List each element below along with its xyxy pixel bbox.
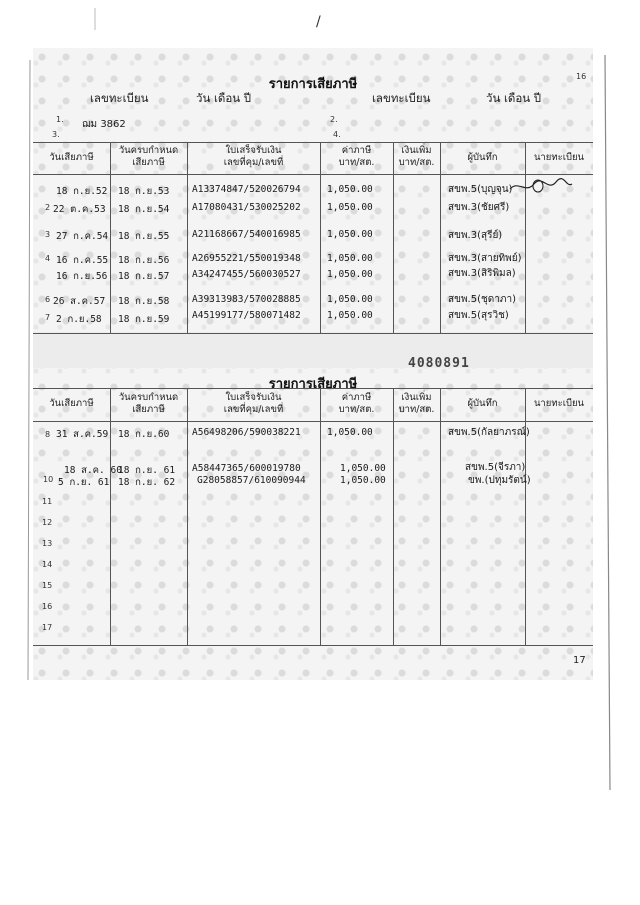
due-date: 18 ก.ย.58 [118,296,170,307]
reg-row-4: 4. [333,130,341,139]
table2-bottom-line [33,645,593,646]
table2-col-divider [440,388,441,645]
paid-date: 26 ส.ค.57 [53,296,106,307]
header-tax: ค่าภาษี บาท/สต. [338,145,375,168]
tax-amount: 1,050.00 [340,475,386,486]
reg-row-3: 3. [52,130,60,139]
header-paid-date: วันเสียภาษี [49,398,94,409]
reg-row-1: 1. [56,115,64,124]
recorder-name: สขพ.3(สายทิพย์) [448,253,522,264]
top-tick-mark: / [316,14,321,30]
recorder-name: สขพ.3(สิริพิมล) [448,268,516,279]
header-paid-date: วันเสียภาษี [49,152,94,163]
header-due-date: วันครบกำหนด เสียภาษี [118,145,179,168]
paid-date: 18 ก.ย.52 [56,186,108,197]
tax-amount: 1,050.00 [327,427,373,438]
receipt-number: A17080431/530025202 [192,202,301,213]
table1-col-divider [187,142,188,333]
due-date: 18 ก.ย.54 [118,204,170,215]
row-number: 10 [43,475,54,484]
tax-amount: 1,050.00 [327,253,373,264]
due-date: 18 ก.ย.57 [118,271,170,282]
recorder-name: สขพ.5(ชุดาภา) [448,294,516,305]
date-label-left: วัน เดือน ปี [196,91,252,105]
row-number: 6 [45,295,51,304]
recorder-name: ขพ.(ปทุมรัตน์) [468,475,531,486]
section2-title: รายการเสียภาษี [268,377,358,392]
table2-top-line [33,388,593,389]
recorder-name: สขพ.5(จีรภา) [465,462,526,473]
recorder-name: สขพ.3(สุรีย์) [448,230,503,241]
header-recorder: ผู้บันทึก [467,152,498,163]
recorder-name: สขพ.3(ชัยศรี) [448,202,510,213]
recorder-name: สขพ.5(กัลยาภรณ์) [448,427,530,438]
table2-col-divider [110,388,111,645]
empty-row-number: 11 [42,497,53,506]
row-number: 4 [45,254,51,263]
paid-date: 18 ส.ค. 60 [64,465,122,476]
receipt-number: A21168667/540016985 [192,229,301,240]
table2-col-divider [320,388,321,645]
tax-amount: 1,050.00 [327,229,373,240]
tax-amount: 1,050.00 [327,184,373,195]
tax-amount: 1,050.00 [327,310,373,321]
empty-row-number: 13 [42,539,53,548]
due-date: 18 ก.ย. 61 [118,465,176,476]
paid-date: 31 ส.ค.59 [56,429,109,440]
tax-amount: 1,050.00 [327,294,373,305]
row-number: 2 [45,203,51,212]
table1-bottom-line [33,333,593,334]
row-number: 7 [45,313,51,322]
table1-header-line [33,174,593,175]
due-date: 18 ก.ย. 62 [118,477,176,488]
empty-row-number: 15 [42,581,53,590]
section1-title: รายการเสียภาษี [268,77,358,92]
date-label-right: วัน เดือน ปี [486,91,542,105]
empty-row-number: 16 [42,602,53,611]
empty-row-number: 12 [42,518,53,527]
empty-row-number: 14 [42,560,53,569]
due-date: 18 ก.ย.55 [118,231,170,242]
receipt-number: G28058857/610090944 [197,475,306,486]
reg-label-left: เลขทะเบียน [90,91,149,105]
header-registrar: นายทะเบียน [533,398,585,409]
reg-row-2: 2. [330,115,338,124]
page-fold-band [33,332,593,368]
paid-date: 16 ก.ย.56 [56,271,108,282]
receipt-number: A56498206/590038221 [192,427,301,438]
stamp-number: 4080891 [408,356,470,371]
receipt-number: A45199177/580071482 [192,310,301,321]
header-receipt: ใบเสร็จรับเงิน เลขที่คุม/เลขที่ [223,392,284,415]
table1-col-divider [110,142,111,333]
reg-label-right: เลขทะเบียน [372,91,431,105]
due-date: 18 ก.ย.56 [118,255,170,266]
table2-header-line [33,421,593,422]
receipt-number: A13374847/520026794 [192,184,301,195]
due-date: 18 ก.ย.53 [118,186,170,197]
due-date: 18 ก.ย.59 [118,314,170,325]
row-number: 3 [45,230,51,239]
table2-col-divider [393,388,394,645]
table2-col-divider [187,388,188,645]
table1-col-divider [393,142,394,333]
header-recorder: ผู้บันทึก [467,398,498,409]
table1-col-divider [320,142,321,333]
receipt-number: A39313983/570028885 [192,294,301,305]
receipt-number: A34247455/560030527 [192,269,301,280]
recorder-name: สขพ.5(บุญจุน) [448,184,513,195]
corner-number: 16 [576,72,587,81]
row-number: 8 [45,430,51,439]
receipt-number: A58447365/600019780 [192,463,301,474]
header-receipt: ใบเสร็จรับเงิน เลขที่คุม/เลขที่ [223,145,284,168]
tax-amount: 1,050.00 [327,202,373,213]
paid-date: 27 ก.ค.54 [56,231,109,242]
tax-amount: 1,050.00 [327,269,373,280]
header-surcharge: เงินเพิ่ม บาท/สต. [398,145,435,168]
empty-row-number: 17 [42,623,53,632]
plate-number: ฌม 3862 [82,119,126,130]
paid-date: 16 ก.ค.55 [56,255,109,266]
header-registrar: นายทะเบียน [533,152,585,163]
table1-top-line [33,142,593,143]
header-surcharge: เงินเพิ่ม บาท/สต. [398,392,435,415]
header-due-date: วันครบกำหนด เสียภาษี [118,392,179,415]
page-number: 17 [573,655,586,666]
table1-col-divider [440,142,441,333]
recorder-name: สขพ.5(สุรวิช) [448,310,509,321]
receipt-number: A26955221/550019348 [192,253,301,264]
paid-date: 5 ก.ย. 61 [58,477,110,488]
due-date: 18 ก.ย.60 [118,429,170,440]
tax-amount: 1,050.00 [340,463,386,474]
registrar-signature [508,176,574,196]
table1-col-divider [525,142,526,333]
paid-date: 22 ต.ค.53 [53,204,106,215]
header-tax: ค่าภาษี บาท/สต. [338,392,375,415]
paid-date: 2 ก.ย.58 [56,314,102,325]
